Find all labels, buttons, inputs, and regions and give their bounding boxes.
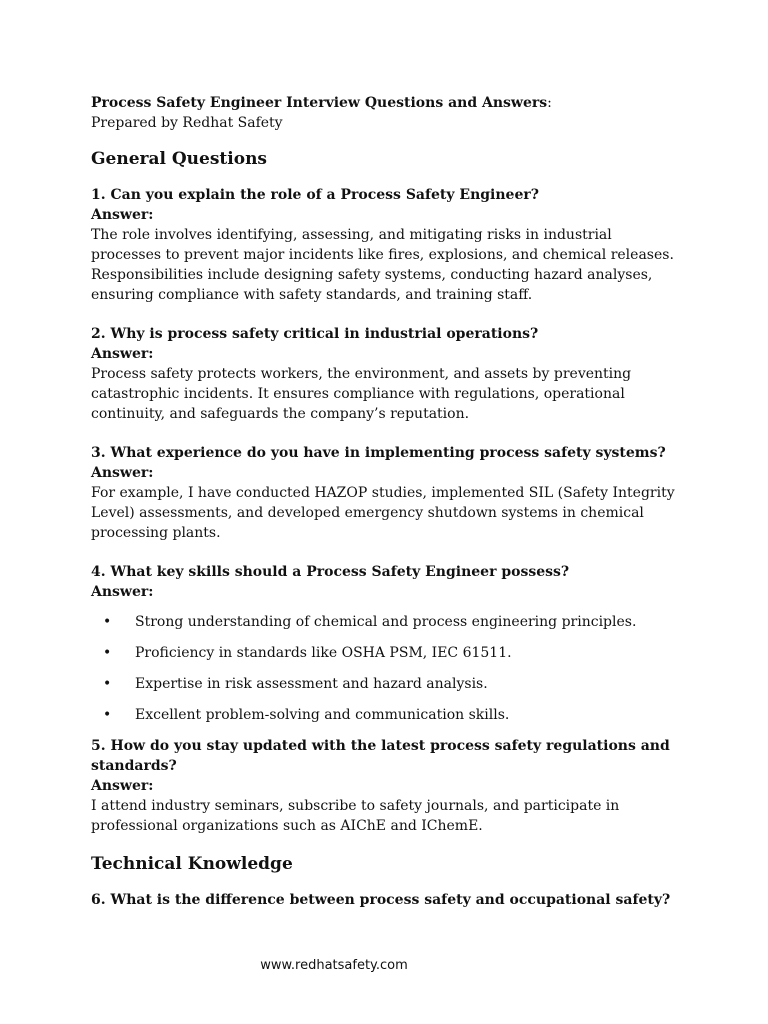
question-text: 5. How do you stay updated with the latest process safety regulations and standards? bbox=[91, 738, 670, 774]
list-item bbox=[91, 612, 681, 632]
list-item bbox=[91, 674, 681, 694]
list-item-text: Proficiency in standards like OSHA PSM, IEC 61511. bbox=[135, 645, 512, 661]
title-text: Process Safety Engineer Interview Questions and Answers bbox=[91, 95, 548, 111]
question-block-1 bbox=[91, 185, 681, 305]
answer-text: The role involves identifying, assessing, and mitigating risks in industrial processes to prevent major incidents like fires, explosions, and chemical releases. Responsibilities include designing safety systems, conducting hazard analyses, ensuring compliance with safety standards, and training staff. bbox=[91, 227, 674, 303]
skills-list bbox=[91, 612, 681, 725]
bullet-icon: • bbox=[103, 676, 112, 692]
title-suffix: : bbox=[547, 95, 552, 111]
question-block-4 bbox=[91, 562, 681, 725]
bullet-icon: • bbox=[103, 645, 112, 661]
question-block-6 bbox=[91, 890, 681, 910]
question-text: 2. Why is process safety critical in industrial operations? bbox=[91, 326, 539, 342]
list-item-text: Excellent problem-solving and communication skills. bbox=[135, 707, 510, 723]
answer-label: Answer: bbox=[91, 584, 154, 600]
question-text: 6. What is the difference between process safety and occupational safety? bbox=[91, 892, 671, 908]
answer-label: Answer: bbox=[91, 778, 154, 794]
bullet-icon: • bbox=[103, 707, 112, 723]
section-heading-technical: Technical Knowledge bbox=[91, 854, 293, 874]
answer-label: Answer: bbox=[91, 465, 154, 481]
section-heading-general: General Questions bbox=[91, 149, 267, 169]
answer-text: For example, I have conducted HAZOP studies, implemented SIL (Safety Integrity Level) assessments, and developed emergency shutdown systems in chemical processing plants. bbox=[91, 485, 675, 541]
answer-text: I attend industry seminars, subscribe to safety journals, and participate in professional organizations such as AIChE and IChemE. bbox=[91, 798, 620, 834]
list-item-text: Expertise in risk assessment and hazard analysis. bbox=[135, 676, 488, 692]
bullet-icon: • bbox=[103, 614, 112, 630]
document-title bbox=[91, 93, 681, 113]
list-item bbox=[91, 705, 681, 725]
question-block-2 bbox=[91, 324, 681, 424]
question-block-5 bbox=[91, 736, 681, 836]
footer-url[interactable]: www.redhatsafety.com bbox=[260, 958, 408, 973]
document-page bbox=[91, 93, 681, 910]
prepared-by: Prepared by Redhat Safety bbox=[91, 115, 283, 131]
page-footer bbox=[0, 958, 768, 973]
question-text: 3. What experience do you have in implementing process safety systems? bbox=[91, 445, 666, 461]
question-text: 1. Can you explain the role of a Process Safety Engineer? bbox=[91, 187, 539, 203]
list-item bbox=[91, 643, 681, 663]
question-block-3 bbox=[91, 443, 681, 543]
answer-label: Answer: bbox=[91, 207, 154, 223]
question-text: 4. What key skills should a Process Safety Engineer possess? bbox=[91, 564, 570, 580]
answer-label: Answer: bbox=[91, 346, 154, 362]
answer-text: Process safety protects workers, the environment, and assets by preventing catastrophic incidents. It ensures compliance with regulations, operational continuity, and safeguards the company’s reputation. bbox=[91, 366, 632, 422]
list-item-text: Strong understanding of chemical and process engineering principles. bbox=[135, 614, 637, 630]
